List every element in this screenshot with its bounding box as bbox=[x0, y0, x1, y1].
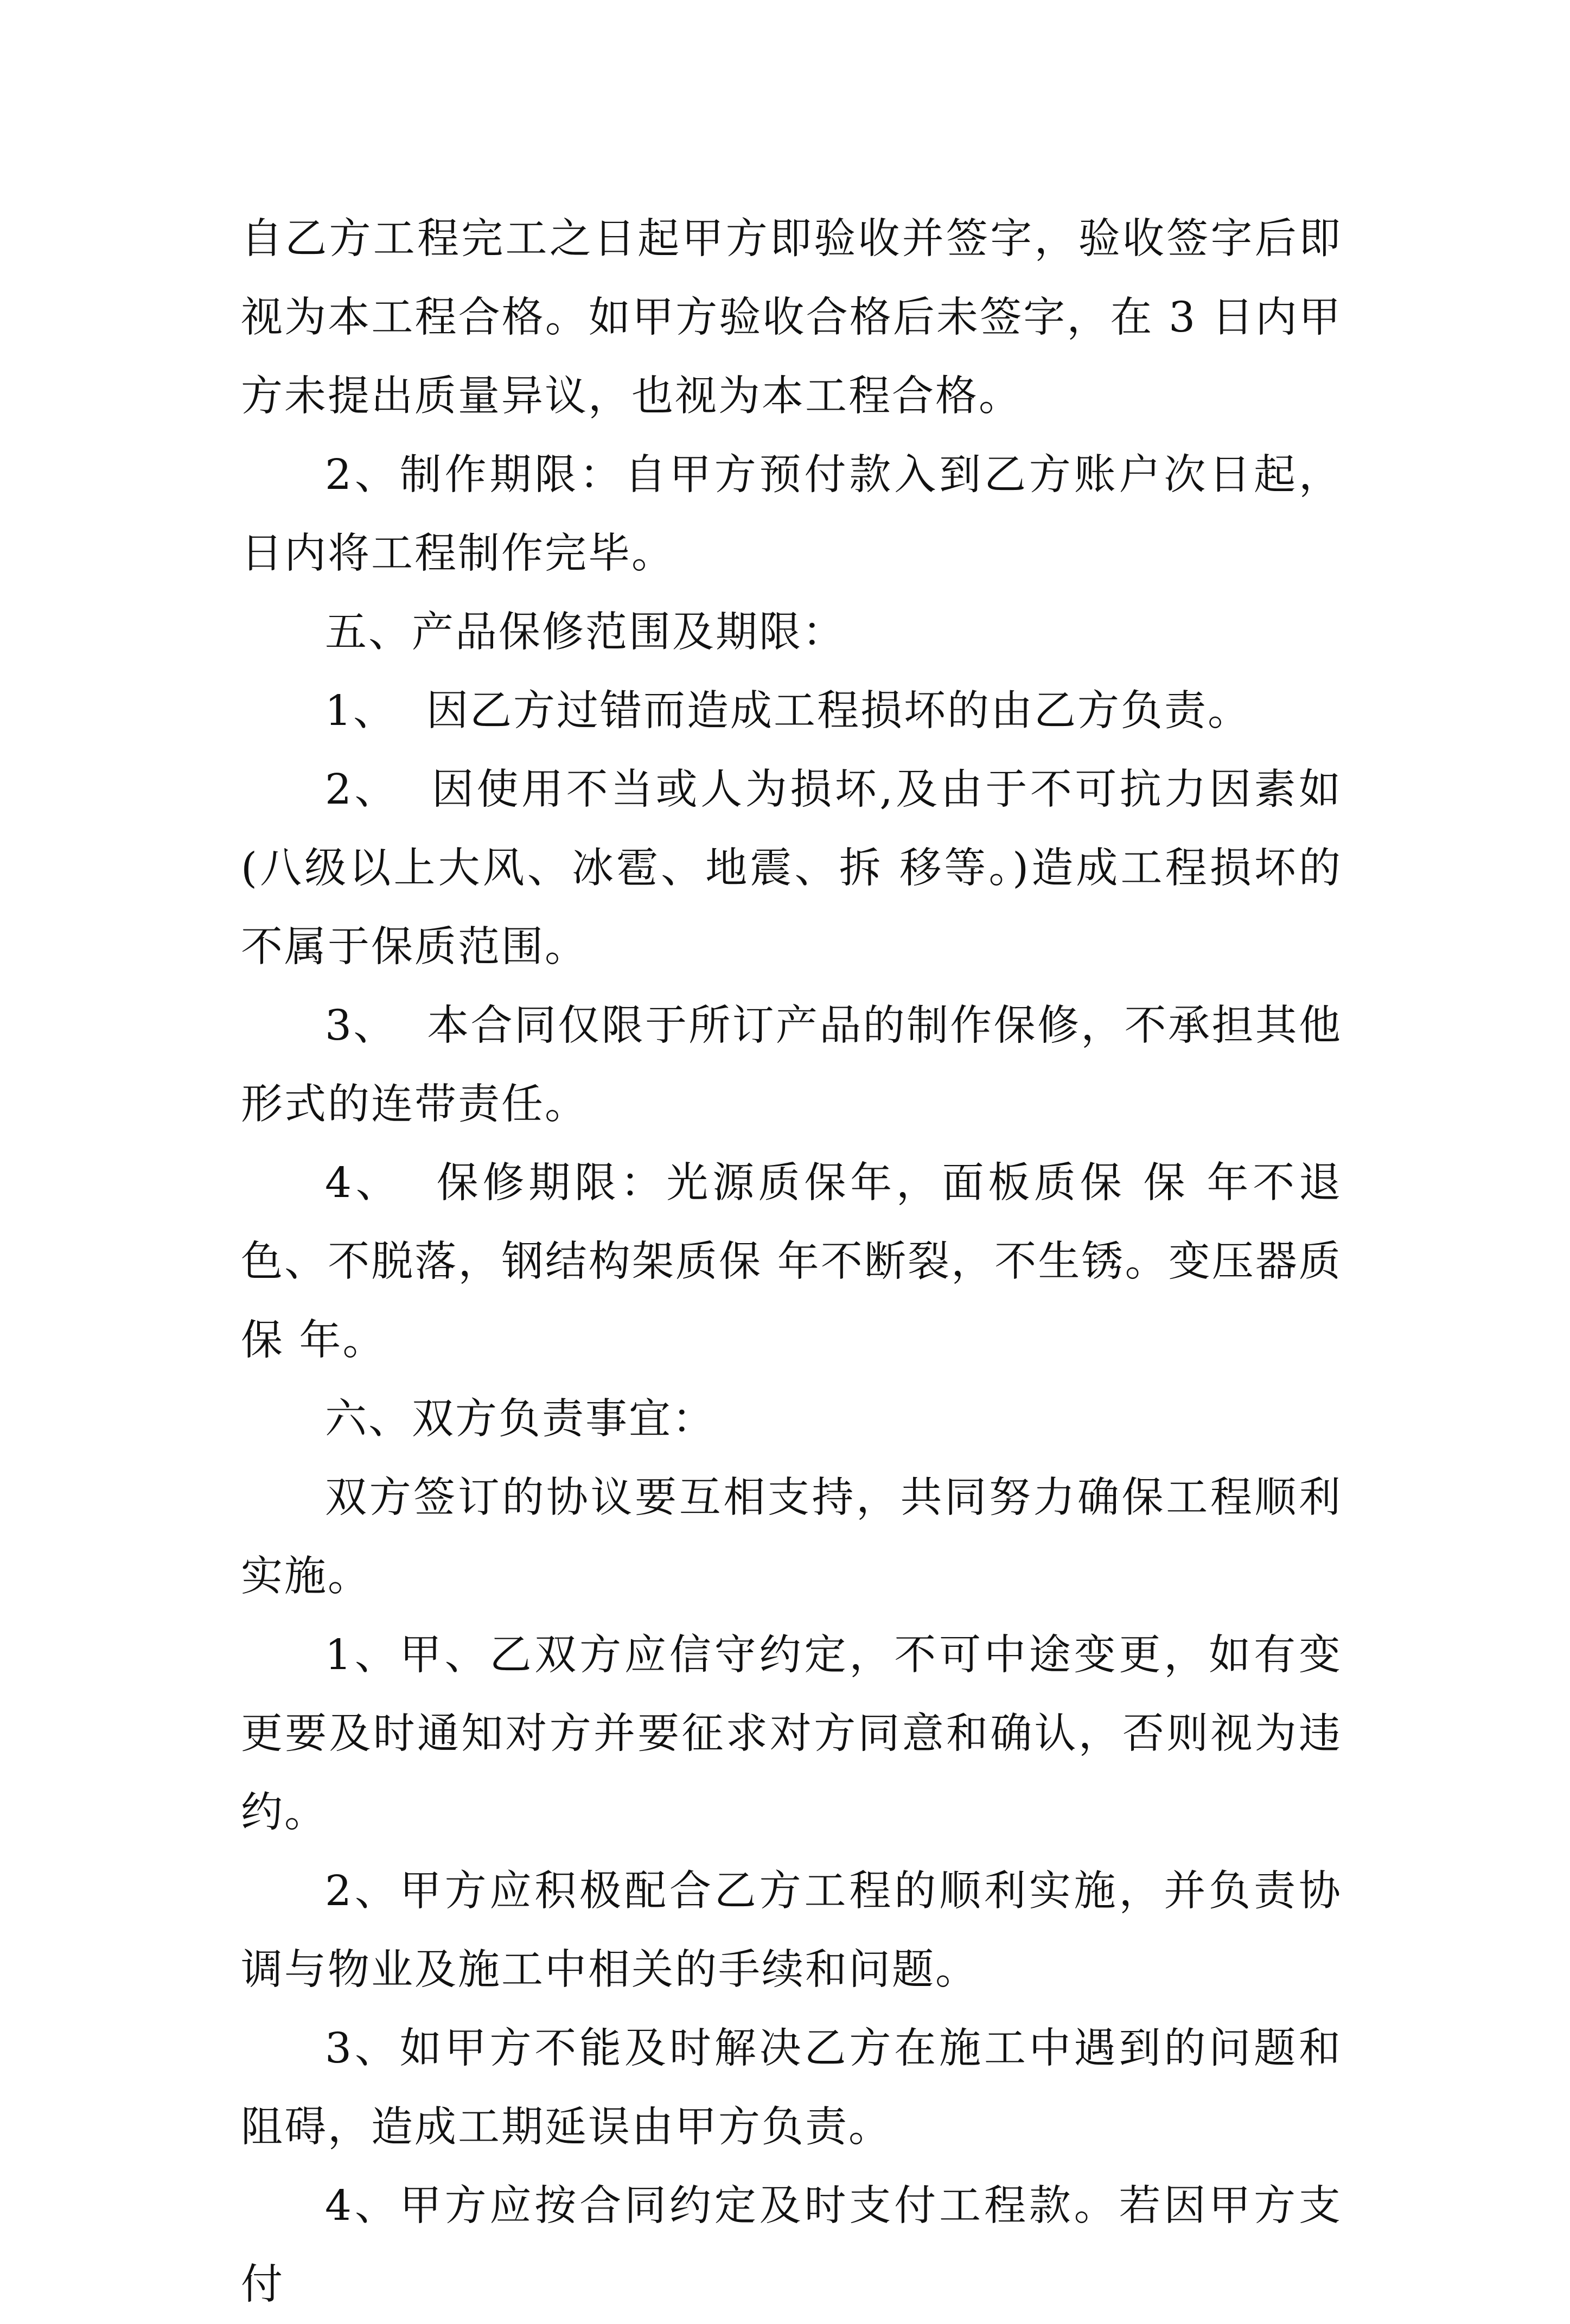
document-body bbox=[241, 200, 1342, 2324]
paragraph-responsibilities-intro: 双方签订的协议要互相支持，共同努力确保工程顺利实施。 bbox=[241, 1474, 1342, 1601]
paragraph-warranty-item-3: 3、 本合同仅限于所订产品的制作保修，不承担其他形式的连带责任。 bbox=[241, 1002, 1342, 1129]
paragraph-acceptance-continued: 自乙方工程完工之日起甲方即验收并签字，验收签字后即视为本工程合格。如甲方验收合格后未签字，在 3 日内甲方未提出质量异议，也视为本工程合格。 bbox=[241, 215, 1342, 421]
paragraph-warranty-item-4: 4、 保修期限：光源质保年，面板质保 保 年不退色、不脱落，钢结构架质保 年不断裂，不生锈。变压器质保 年。 bbox=[241, 1159, 1342, 1365]
paragraph-production-period: 2、制作期限：自甲方预付款入到乙方账户次日起，日内将工程制作完毕。 bbox=[241, 451, 1342, 578]
section-heading-warranty: 五、产品保修范围及期限： bbox=[325, 608, 846, 657]
paragraph-responsibility-item-2: 2、甲方应积极配合乙方工程的顺利实施，并负责协调与物业及施工中相关的手续和问题。 bbox=[241, 1867, 1342, 1994]
paragraph-responsibility-item-4: 4、甲方应按合同约定及时支付工程款。若因甲方支付 bbox=[241, 2182, 1342, 2309]
paragraph-responsibility-item-3: 3、如甲方不能及时解决乙方在施工中遇到的问题和阻碍，造成工期延误由甲方负责。 bbox=[241, 2024, 1342, 2151]
paragraph-warranty-item-1: 1、 因乙方过错而造成工程损坏的由乙方负责。 bbox=[325, 687, 1251, 735]
section-heading-responsibilities: 六、双方负责事宜： bbox=[325, 1395, 716, 1443]
paragraph-warranty-item-2: 2、 因使用不当或人为损坏,及由于不可抗力因素如(八级以上大风、冰雹、地震、拆 移等。)造成工程损坏的不属于保质范围。 bbox=[241, 766, 1342, 971]
paragraph-responsibility-item-1: 1、甲、乙双方应信守约定，不可中途变更，如有变更要及时通知对方并要征求对方同意和确认，否则视为违约。 bbox=[241, 1631, 1342, 1837]
